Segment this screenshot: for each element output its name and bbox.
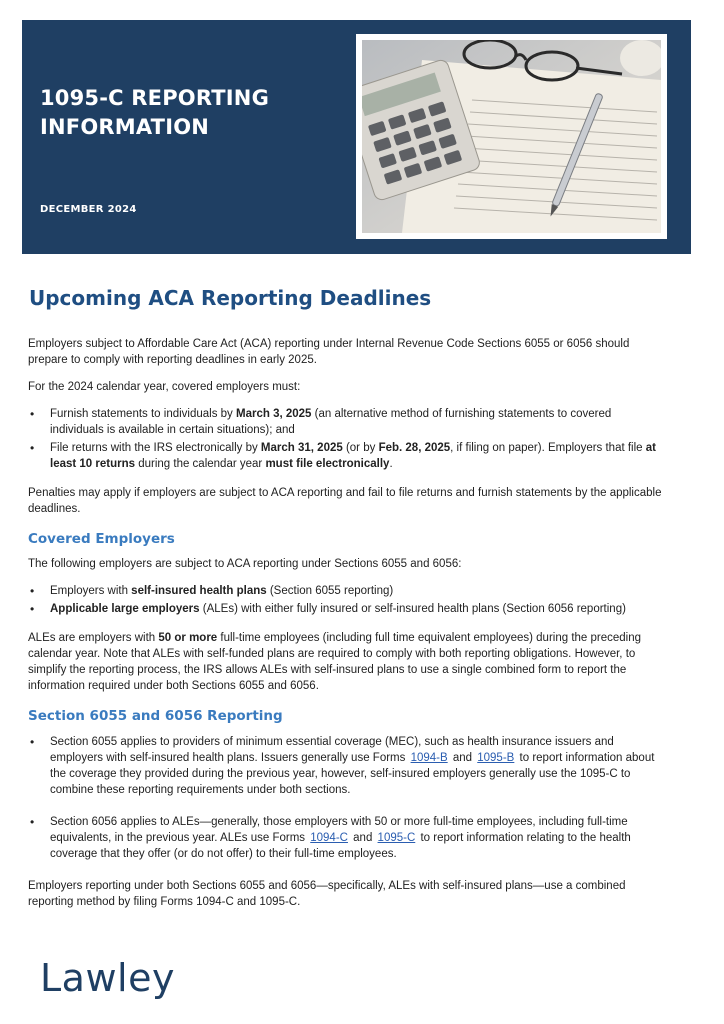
intro-paragraph: Employers subject to Affordable Care Act (ACA) reporting under Internal Revenue Code Sections 6055 or 6056 should prepare to comply with reporting deadlines in early 2025. bbox=[28, 338, 630, 366]
form-1094-c-link[interactable]: 1094-C bbox=[310, 832, 348, 844]
deadline-list bbox=[28, 406, 663, 472]
ale-paragraph: ALEs are employers with 50 or more full-time employees (including full time equivalent employees) during the preceding calendar year. Note that ALEs with self-funded plans are required to comply with both reporting obligations. However, to simplify the reporting process, the IRS allows ALEs with self-insured plans to use a single combined form to report the information required under both Sections 6055 and 6056. bbox=[28, 632, 642, 692]
article-body bbox=[28, 336, 663, 921]
list-item: • Section 6056 applies to ALEs—generally, those employers with 50 or more full-time employees, including full-time equivalents, in the previous year. ALEs use Forms 1094-C and 1095-C to report information relating to the health coverage that they offer (or do not offer) to their full-time employees. bbox=[28, 814, 663, 862]
form-1095-c-link[interactable]: 1095-C bbox=[377, 832, 416, 844]
photo-frame bbox=[356, 34, 667, 239]
intro-lead-in: For the 2024 calendar year, covered employers must: bbox=[28, 381, 301, 393]
page-title: Upcoming ACA Reporting Deadlines bbox=[29, 286, 432, 310]
section-list bbox=[28, 734, 663, 862]
form-1094-b-link[interactable]: 1094-B bbox=[410, 752, 448, 764]
covered-intro: The following employers are subject to ACA reporting under Sections 6055 and 6056: bbox=[28, 558, 462, 570]
list-item: • Applicable large employers (ALEs) with either fully insured or self-insured health plans (Section 6056 reporting) bbox=[28, 601, 663, 617]
form-1095-b-link[interactable]: 1095-B bbox=[477, 752, 515, 764]
list-item: • Employers with self-insured health plans (Section 6055 reporting) bbox=[28, 583, 663, 599]
covered-employers-heading: Covered Employers bbox=[28, 531, 175, 547]
list-item: • Furnish statements to individuals by March 3, 2025 (an alternative method of furnishing statements to covered individuals is available in certain situations); and bbox=[28, 406, 663, 438]
banner-date: DECEMBER 2024 bbox=[40, 204, 137, 215]
closing-paragraph: Employers reporting under both Sections 6055 and 6056—specifically, ALEs with self-insured plans—use a combined reporting method by filing Forms 1094-C and 1095-C. bbox=[28, 880, 626, 908]
list-item: • Section 6055 applies to providers of minimum essential coverage (MEC), such as health insurance issuers and employers with self-insured health plans. Issuers generally use Forms 1094-B and 1095-B to report information about the coverage they provided during the previous year, however, self-insured employers generally use the 1095-C to combine these reporting requirements under both sections. bbox=[28, 734, 663, 798]
header-banner bbox=[22, 20, 691, 254]
tax-forms-photo bbox=[362, 40, 661, 233]
covered-list bbox=[28, 583, 663, 617]
penalties-paragraph: Penalties may apply if employers are subject to ACA reporting and fail to file returns and furnish statements by the applicable deadlines. bbox=[28, 487, 662, 515]
banner-title: 1095-C REPORTING INFORMATION bbox=[40, 86, 270, 139]
list-item: • File returns with the IRS electronically by March 31, 2025 (or by Feb. 28, 2025, if filing on paper). Employers that file at least 10 returns during the calendar year must file electronically. bbox=[28, 440, 663, 472]
section-reporting-heading: Section 6055 and 6056 Reporting bbox=[28, 708, 283, 724]
lawley-logo: Lawley bbox=[40, 956, 175, 1000]
